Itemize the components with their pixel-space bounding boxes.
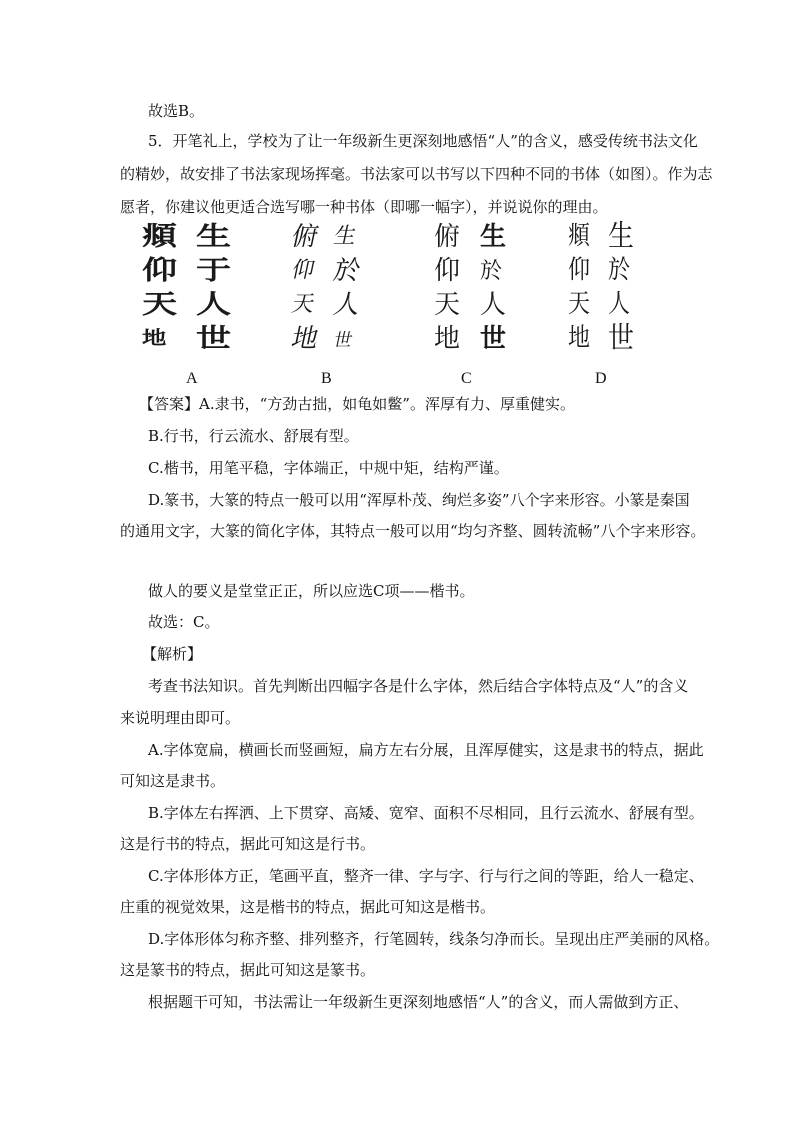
calligraphy-char: 生: [331, 224, 359, 249]
calligraphy-char: 人: [608, 290, 629, 319]
choice-line: 故选：C。: [148, 613, 220, 631]
panel-label-b: B: [321, 370, 332, 387]
calligraphy-char: 天: [434, 290, 461, 319]
analysis-d-line-1: D.字体形体匀称齐整、排列整齐，行笔圆转，线条匀净而长。呈现出庄严美丽的风格。: [148, 930, 720, 948]
calligraphy-char: 於: [608, 256, 629, 285]
calligraphy-char: 世: [608, 321, 633, 357]
calligraphy-char: 天: [142, 290, 178, 320]
answer-c: C.楷书，用笔平稳，字体端正，中规中矩，结构严谨。: [148, 459, 509, 477]
calligraphy-char: 地: [142, 328, 167, 349]
calligraphy-char: 世: [480, 324, 507, 353]
analysis-heading: 【解析】: [142, 645, 203, 663]
calligraphy-figure: [140, 219, 660, 392]
calligraphy-char: 生: [480, 222, 507, 251]
calligraphy-char: 於: [480, 258, 503, 283]
analysis-a-line-2: 可知这是隶书。: [120, 772, 226, 790]
question-5-line-1: 5．开笔礼上，学校为了让一年级新生更深刻地感悟“人”的含义，感受传统书法文化: [148, 132, 698, 150]
calligraphy-char: 世: [196, 324, 232, 354]
calligraphy-panel-a: [140, 222, 260, 354]
calligraphy-char: 俯: [434, 222, 461, 251]
analysis-d-line-2: 这是篆书的特点，据此可知这是篆书。: [120, 961, 376, 979]
line-p1: 故选B。: [148, 102, 205, 120]
analysis-line-2: 来说明理由即可。: [120, 709, 241, 727]
answer-a: 【答案】A.隶书，“方劲古拙，如龟如鳖”。浑厚有力、厚重健实。: [139, 395, 575, 413]
calligraphy-char: 世: [331, 330, 355, 351]
analysis-line-1: 考查书法知识。首先判断出四幅字各是什么字体，然后结合字体特点及“人”的含义: [148, 677, 689, 695]
reason-line: 做人的要义是堂堂正正，所以应选C项——楷书。: [148, 582, 475, 600]
calligraphy-char: 頫: [568, 222, 589, 251]
calligraphy-panel-b: [290, 222, 410, 354]
calligraphy-char: 地: [434, 324, 461, 353]
calligraphy-char: 仰: [434, 256, 461, 285]
analysis-b-line-2: 这是行书的特点，据此可知这是行书。: [120, 835, 376, 853]
calligraphy-panel-c: [432, 222, 552, 354]
question-5-line-3: 愿者，你建议他更适合选写哪一种书体（即哪一幅字），并说说你的理由。: [120, 198, 608, 216]
calligraphy-char: 人: [330, 290, 364, 320]
last-line: 根据题干可知，书法需让一年级新生更深刻地感悟“人”的含义，而人需做到方正、: [148, 993, 689, 1011]
analysis-c-line-2: 庄重的视觉效果，这是楷书的特点，据此可知这是楷书。: [120, 898, 496, 916]
calligraphy-char: 仰: [142, 256, 178, 286]
calligraphy-char: 頫: [142, 222, 178, 252]
calligraphy-char: 仰: [568, 256, 589, 285]
question-5-line-2: 的精妙，故安排了书法家现场挥毫。书法家可以书写以下四种不同的书体（如图）。作为志: [120, 165, 713, 183]
calligraphy-char: 俯: [288, 222, 322, 252]
answer-d-line-2: 的通用文字，大篆的简化字体，其特点一般可以用“均匀齐整、圆转流畅”八个字来形容。: [120, 522, 706, 540]
calligraphy-char: 天: [289, 292, 317, 317]
panel-label-d: D: [595, 370, 607, 387]
calligraphy-char: 於: [330, 256, 364, 286]
calligraphy-char: 人: [480, 290, 507, 319]
calligraphy-char: 于: [196, 256, 232, 286]
analysis-a-line-1: A.字体宽扁，横画长而竖画短，扁方左右分展，且浑厚健实，这是隶书的特点，据此: [148, 741, 704, 759]
analysis-b-line-1: B.字体左右挥洒、上下贯穿、高矮、宽窄、面积不尽相同，且行云流水、舒展有型。: [148, 804, 704, 822]
calligraphy-char: 生: [608, 219, 633, 255]
analysis-c-line-1: C.字体形体方正，笔画平直，整齐一律、字与字、行与行之间的等距，给人一稳定、: [148, 867, 704, 885]
calligraphy-char: 仰: [289, 258, 317, 283]
panel-label-a: A: [186, 370, 198, 387]
answer-b: B.行书，行云流水、舒展有型。: [148, 427, 359, 445]
calligraphy-char: 地: [568, 324, 589, 353]
calligraphy-char: 人: [196, 290, 232, 320]
panel-label-c: C: [461, 370, 472, 387]
calligraphy-panel-d: [566, 219, 686, 357]
calligraphy-char: 天: [568, 290, 589, 319]
calligraphy-char: 生: [196, 222, 232, 252]
answer-d-line-1: D.篆书，大篆的特点一般可以用“浑厚朴茂、绚烂多姿”八个字来形容。小篆是秦国: [148, 491, 690, 509]
calligraphy-char: 地: [288, 324, 322, 354]
